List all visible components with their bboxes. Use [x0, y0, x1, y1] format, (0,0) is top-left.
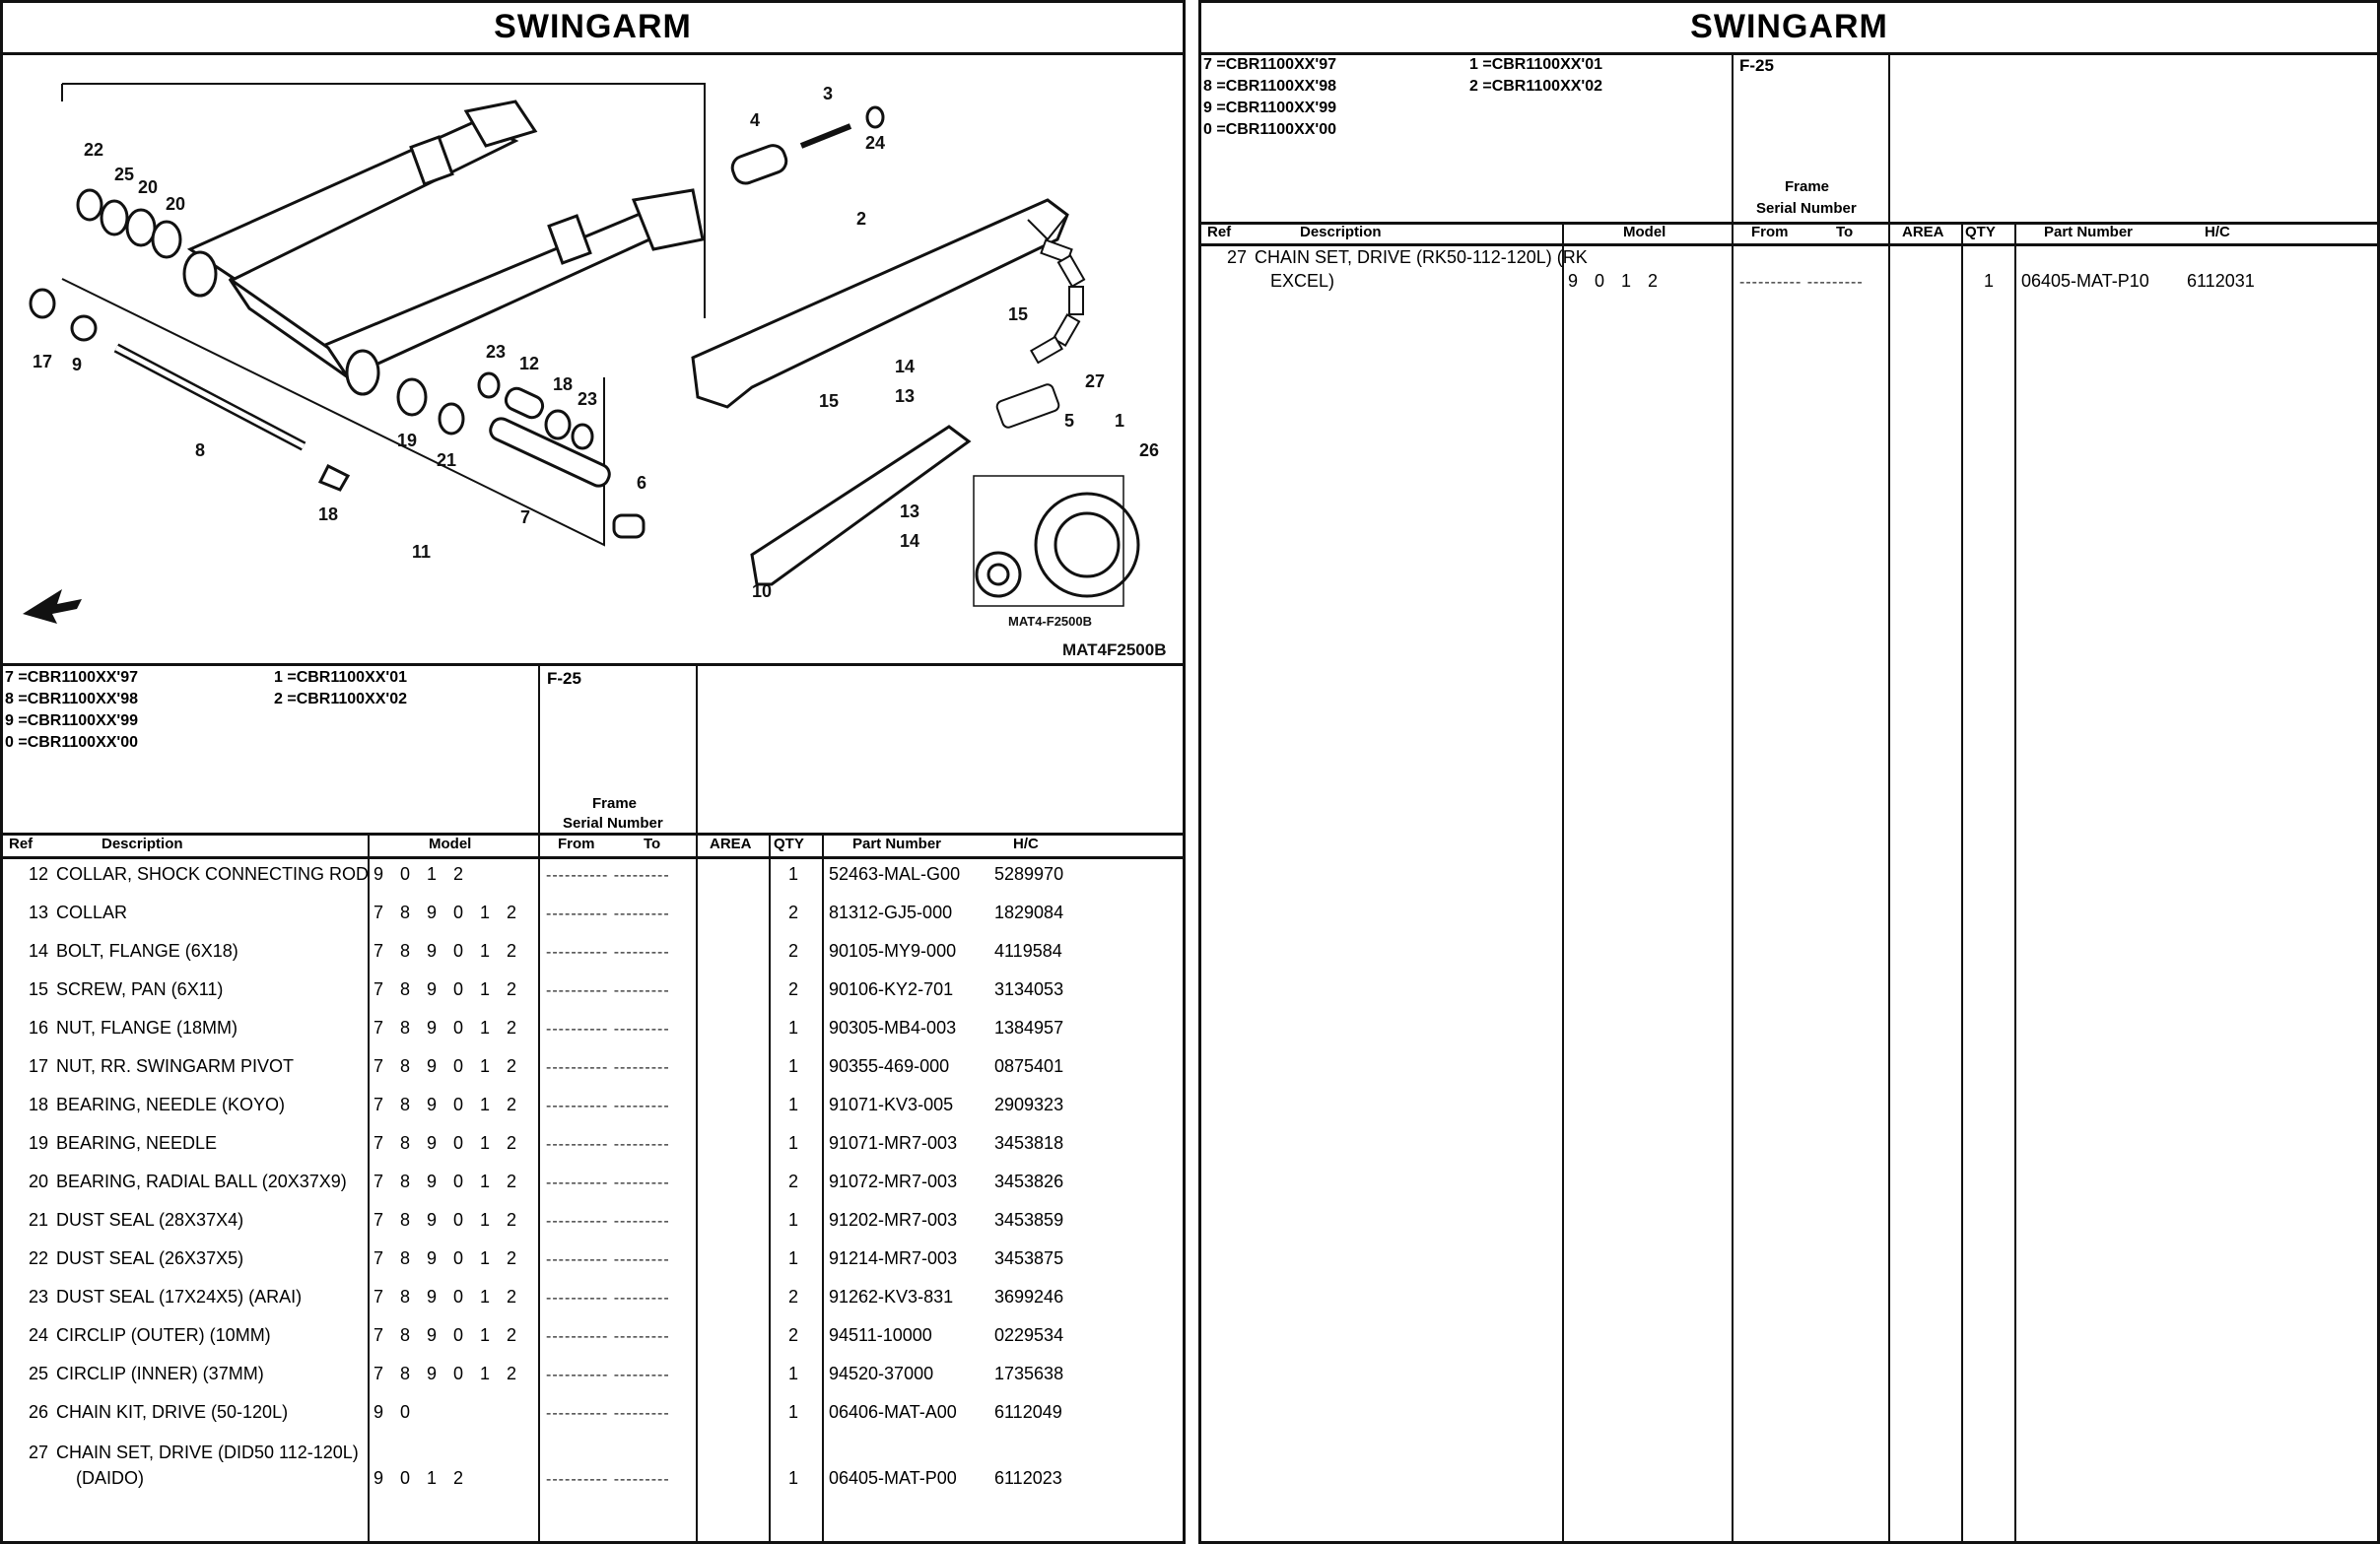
table-row: 24 CIRCLIP (OUTER) (10MM) 7 8 9 0 1 2 ---------- --------- 2 94511-10000 0229534 [29, 1325, 1064, 1345]
table-row: 12 COLLAR, SHOCK CONNECTING ROD 9 0 1 2 ---------- --------- 1 52463-MAL-G00 5289970 [29, 864, 1064, 884]
col-ref: Ref [9, 836, 34, 852]
col-ref: Ref [1207, 224, 1232, 240]
swingarm-illustration [3, 52, 1183, 663]
table-row: 27 CHAIN SET, DRIVE (RK50-112-120L) (RK EXCEL) 9 0 1 2 ---------- --------- 1 06405-MAT-P10 6112031 [1227, 247, 2255, 291]
table-row: 19 BEARING, NEEDLE 7 8 9 0 1 2 ---------- --------- 1 91071-MR7-003 3453818 [29, 1133, 1064, 1153]
col-model: Model [1623, 224, 1666, 240]
callout-label: 1 [1115, 411, 1125, 431]
callout-label: 4 [750, 110, 761, 130]
callout-label: 25 [114, 165, 135, 184]
callout-label: 8 [195, 440, 206, 460]
callout-label: 13 [900, 502, 920, 521]
col-qty: QTY [774, 836, 804, 852]
callout-label: 2 [856, 209, 867, 229]
callout-label: 18 [318, 504, 339, 524]
col-hc: H/C [2205, 224, 2230, 240]
col-from: From [558, 836, 595, 852]
frame-label: Frame [592, 795, 638, 812]
col-from: From [1751, 224, 1789, 240]
col-part-number: Part Number [852, 836, 942, 852]
callout-label: 24 [865, 133, 886, 153]
callout-label: 15 [1008, 304, 1029, 324]
left-catalog-page [0, 0, 1186, 1544]
table-header-block [1201, 52, 2377, 225]
table-row: 17 NUT, RR. SWINGARM PIVOT 7 8 9 0 1 2 ---------- --------- 1 90355-469-000 0875401 [29, 1056, 1064, 1076]
callout-label: 11 [412, 542, 432, 562]
table-row: 15 SCREW, PAN (6X11) 7 8 9 0 1 2 ---------- --------- 2 90106-KY2-701 3134053 [29, 979, 1064, 999]
callout-label: 13 [895, 386, 916, 406]
diagram-image-code: MAT4F2500B [1062, 640, 1167, 659]
model-legend-left: 7 =CBR1100XX'97 8 =CBR1100XX'98 9 =CBR1100XX'99 0 =CBR1100XX'00 [1203, 56, 1337, 138]
col-hc: H/C [1013, 836, 1039, 852]
callout-label: 19 [397, 431, 418, 450]
callout-label: 10 [752, 581, 773, 601]
table-row: 21 DUST SEAL (28X37X4) 7 8 9 0 1 2 ---------- --------- 1 91202-MR7-003 3453859 [29, 1210, 1064, 1230]
col-area: AREA [1902, 224, 1944, 240]
callout-label: 17 [33, 352, 53, 371]
callout-label: 18 [553, 374, 574, 394]
callout-label: 12 [519, 354, 540, 373]
page-title: SWINGARM [3, 3, 1183, 55]
col-model: Model [429, 836, 472, 852]
callout-label: 22 [84, 140, 104, 160]
callout-label: 9 [72, 355, 83, 374]
column-headers [3, 833, 1183, 859]
table-row: 22 DUST SEAL (26X37X5) 7 8 9 0 1 2 ---------- --------- 1 91214-MR7-003 3453875 [29, 1248, 1064, 1268]
exploded-parts-diagram [3, 52, 1183, 666]
table-row: 23 DUST SEAL (17X24X5) (ARAI) 7 8 9 0 1 2 ---------- --------- 2 91262-KV3-831 3699246 [29, 1287, 1064, 1307]
col-area: AREA [710, 836, 752, 852]
diagram-small-code: MAT4-F2500B [1008, 614, 1093, 629]
table-row: 25 CIRCLIP (INNER) (37MM) 7 8 9 0 1 2 ---------- --------- 1 94520-37000 1735638 [29, 1364, 1064, 1383]
table-row: 14 BOLT, FLANGE (6X18) 7 8 9 0 1 2 ---------- --------- 2 90105-MY9-000 4119584 [29, 941, 1062, 961]
model-legend-right: 1 =CBR1100XX'01 2 =CBR1100XX'02 [274, 669, 408, 707]
callout-label: 7 [520, 507, 531, 527]
model-legend-left: 7 =CBR1100XX'97 8 =CBR1100XX'98 9 =CBR1100XX'99 0 =CBR1100XX'00 [5, 669, 139, 751]
col-qty: QTY [1965, 224, 1996, 240]
table-row: 16 NUT, FLANGE (18MM) 7 8 9 0 1 2 ---------- --------- 1 90305-MB4-003 1384957 [29, 1018, 1064, 1038]
callout-label: 15 [819, 391, 840, 411]
table-row: 27 CHAIN SET, DRIVE (DID50 112-120L) (DAIDO) 9 0 1 2 ---------- --------- 1 06405-MAT-P00 6112023 [29, 1443, 1062, 1488]
col-to: To [1836, 224, 1854, 240]
serial-number-label: Serial Number [1756, 200, 1857, 217]
frame-label: Frame [1785, 178, 1830, 195]
callout-label: 14 [895, 357, 916, 376]
callout-label: 23 [578, 389, 598, 409]
column-headers [1201, 222, 2377, 246]
table-header-block [3, 663, 1183, 836]
figure-reference: F-25 [1739, 56, 1774, 75]
col-part-number: Part Number [2044, 224, 2134, 240]
table-row: 20 BEARING, RADIAL BALL (20X37X9) 7 8 9 0 1 2 ---------- --------- 2 91072-MR7-003 3453826 [29, 1172, 1064, 1191]
callout-label: 20 [166, 194, 186, 214]
col-description: Description [102, 836, 183, 852]
callout-label: 21 [437, 450, 457, 470]
callout-label: 27 [1085, 371, 1106, 391]
callout-label: 23 [486, 342, 507, 362]
callout-label: 14 [900, 531, 920, 551]
right-catalog-page [1198, 0, 2380, 1544]
callout-label: 20 [138, 177, 159, 197]
serial-number-label: Serial Number [563, 815, 663, 832]
callout-label: 6 [637, 473, 647, 493]
col-to: To [644, 836, 661, 852]
model-legend-right: 1 =CBR1100XX'01 2 =CBR1100XX'02 [1469, 56, 1603, 95]
callout-label: 5 [1064, 411, 1075, 431]
table-row: 13 COLLAR 7 8 9 0 1 2 ---------- --------- 2 81312-GJ5-000 1829084 [29, 903, 1064, 922]
table-row: 26 CHAIN KIT, DRIVE (50-120L) 9 0 ---------- --------- 1 06406-MAT-A00 6112049 [29, 1402, 1062, 1422]
figure-reference: F-25 [547, 669, 581, 688]
col-description: Description [1300, 224, 1382, 240]
table-row: 18 BEARING, NEEDLE (KOYO) 7 8 9 0 1 2 ---------- --------- 1 91071-KV3-005 2909323 [29, 1095, 1064, 1114]
callout-label: 26 [1139, 440, 1160, 460]
page-title: SWINGARM [1201, 3, 2377, 55]
callout-label: 3 [823, 84, 834, 103]
